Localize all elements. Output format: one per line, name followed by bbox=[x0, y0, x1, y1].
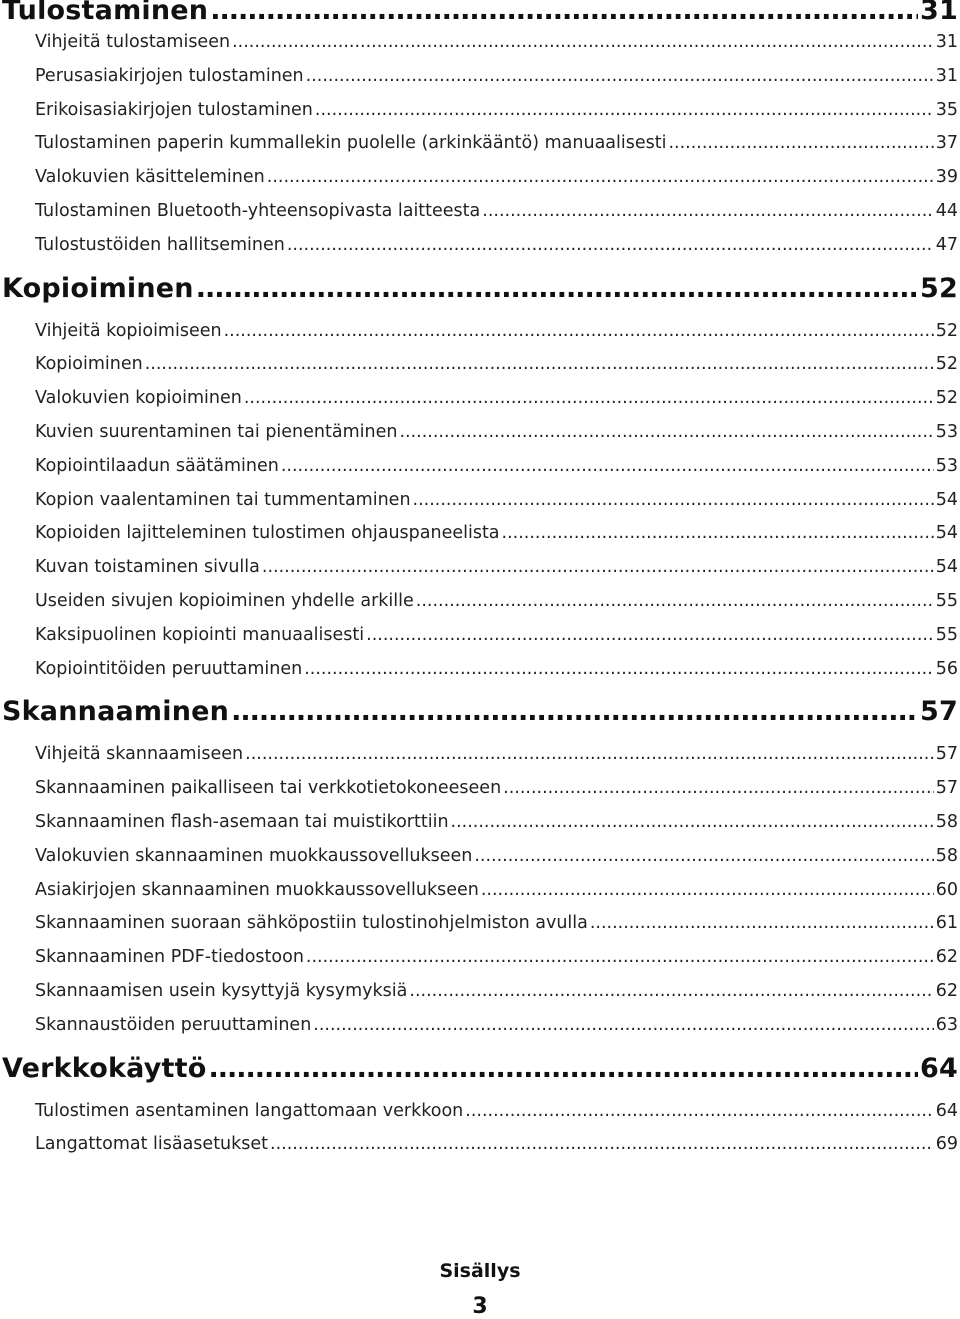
toc-entry[interactable] bbox=[0, 26, 960, 60]
toc-entry[interactable] bbox=[0, 653, 960, 687]
toc-chapter[interactable] bbox=[0, 686, 960, 738]
toc-entry-title: Tulostaminen paperin kummallekin puolelle (arkinkääntö) manuaalisesti bbox=[35, 133, 667, 154]
dot-leader bbox=[502, 517, 934, 551]
toc-entry[interactable] bbox=[0, 127, 960, 161]
toc-entry-page-number: 57 bbox=[935, 744, 958, 765]
toc-entry-title: Tulostustöiden hallitseminen bbox=[35, 234, 285, 255]
toc-entry-page-number: 56 bbox=[935, 658, 958, 679]
toc-entry-page-number: 52 bbox=[935, 354, 958, 375]
toc-entry-title: Valokuvien kopioiminen bbox=[35, 388, 242, 409]
toc-entry[interactable] bbox=[0, 1095, 960, 1129]
toc-entry-title: Kopioiminen bbox=[35, 354, 143, 375]
toc-entry-title: Valokuvien käsitteleminen bbox=[35, 167, 265, 188]
toc-entry-page-number: 54 bbox=[935, 489, 958, 510]
toc-entry-title: Skannaaminen paikalliseen tai verkkotietokoneeseen bbox=[35, 778, 502, 799]
dot-leader bbox=[409, 975, 933, 1009]
toc-entry-page-number: 47 bbox=[935, 234, 958, 255]
toc-entry-page-number: 52 bbox=[935, 388, 958, 409]
toc-chapter-title: Verkkokäyttö bbox=[2, 1052, 207, 1084]
dot-leader bbox=[281, 450, 934, 484]
toc-entry[interactable] bbox=[0, 975, 960, 1009]
dot-leader bbox=[451, 806, 934, 840]
toc-entry-page-number: 55 bbox=[935, 624, 958, 645]
toc-entry[interactable] bbox=[0, 772, 960, 806]
footer-section-label: Sisällys bbox=[439, 1260, 521, 1282]
toc-entry-page-number: 64 bbox=[935, 1100, 958, 1121]
toc-entry[interactable] bbox=[0, 941, 960, 975]
dot-leader bbox=[210, 0, 918, 26]
toc-entry[interactable] bbox=[0, 619, 960, 653]
toc-entry-title: Skannaaminen PDF-tiedostoon bbox=[35, 947, 304, 968]
toc-entry-title: Erikoisasiakirjojen tulostaminen bbox=[35, 99, 313, 120]
toc-chapter-title: Skannaaminen bbox=[2, 696, 230, 728]
toc-entry-title: Kopioiden lajitteleminen tulostimen ohjauspaneelista bbox=[35, 523, 500, 544]
toc-entry[interactable] bbox=[0, 60, 960, 94]
toc-entry[interactable] bbox=[0, 94, 960, 128]
toc-entry-page-number: 62 bbox=[935, 980, 958, 1001]
toc-entry-page-number: 69 bbox=[935, 1134, 958, 1155]
toc-entry-title: Vihjeitä tulostamiseen bbox=[35, 32, 231, 52]
dot-leader bbox=[306, 60, 934, 94]
dot-leader bbox=[262, 551, 934, 585]
toc-entry[interactable] bbox=[0, 450, 960, 484]
toc-entry[interactable] bbox=[0, 1128, 960, 1162]
dot-leader bbox=[590, 907, 934, 941]
toc-entry-title: Valokuvien skannaaminen muokkaussovellukseen bbox=[35, 845, 473, 866]
toc-entry-page-number: 60 bbox=[935, 879, 958, 900]
toc-chapter[interactable] bbox=[0, 0, 960, 26]
toc-entry-page-number: 54 bbox=[935, 523, 958, 544]
toc-chapter-page-number: 52 bbox=[920, 272, 958, 304]
dot-leader bbox=[287, 229, 934, 263]
toc-entry-page-number: 57 bbox=[935, 778, 958, 799]
toc-entry-page-number: 52 bbox=[935, 320, 958, 341]
toc-entry-title: Perusasiakirjojen tulostaminen bbox=[35, 65, 304, 86]
toc-chapter-title: Tulostaminen bbox=[2, 0, 209, 26]
dot-leader bbox=[482, 195, 933, 229]
toc-entry-page-number: 53 bbox=[935, 421, 958, 442]
toc-entry-title: Kopiointitöiden peruuttaminen bbox=[35, 658, 303, 679]
toc-entry-title: Kopiointilaadun säätäminen bbox=[35, 455, 279, 476]
dot-leader bbox=[315, 94, 934, 128]
toc-entry-title: Kuvan toistaminen sivulla bbox=[35, 557, 260, 578]
dot-leader bbox=[399, 416, 933, 450]
toc-entry-title: Skannaaminen suoraan sähköpostiin tulostinohjelmiston avulla bbox=[35, 913, 588, 934]
toc-entry-title: Tulostaminen Bluetooth-yhteensopivasta laitteesta bbox=[35, 200, 481, 221]
dot-leader bbox=[306, 941, 934, 975]
toc-entry[interactable] bbox=[0, 348, 960, 382]
toc-entry[interactable] bbox=[0, 738, 960, 772]
dot-leader bbox=[313, 1009, 933, 1043]
dot-leader bbox=[413, 484, 934, 518]
toc-entry[interactable] bbox=[0, 1009, 960, 1043]
toc-entry[interactable] bbox=[0, 806, 960, 840]
toc-entry-page-number: 54 bbox=[935, 557, 958, 578]
toc-entry[interactable] bbox=[0, 229, 960, 263]
toc-entry-title: Skannaaminen flash-asemaan tai muistikorttiin bbox=[35, 811, 449, 832]
toc-chapter[interactable] bbox=[0, 1043, 960, 1095]
dot-leader bbox=[232, 26, 934, 60]
dot-leader bbox=[416, 585, 934, 619]
toc-chapter-title: Kopioiminen bbox=[2, 272, 194, 304]
toc-entry-page-number: 53 bbox=[935, 455, 958, 476]
toc-entry[interactable] bbox=[0, 517, 960, 551]
toc-entry-page-number: 31 bbox=[935, 32, 958, 52]
toc-entry-page-number: 62 bbox=[935, 947, 958, 968]
toc-entry-title: Kaksipuolinen kopiointi manuaalisesti bbox=[35, 624, 365, 645]
dot-leader bbox=[209, 1043, 919, 1095]
toc-entry-title: Kopion vaalentaminen tai tummentaminen bbox=[35, 489, 411, 510]
dot-leader bbox=[270, 1128, 934, 1162]
toc-entry[interactable] bbox=[0, 551, 960, 585]
toc-entry-page-number: 63 bbox=[935, 1014, 958, 1035]
dot-leader bbox=[145, 348, 934, 382]
toc-entry-page-number: 31 bbox=[935, 65, 958, 86]
toc-chapter-page-number: 31 bbox=[920, 0, 958, 26]
toc-entry-title: Langattomat lisäasetukset bbox=[35, 1134, 269, 1155]
toc-entry-page-number: 58 bbox=[935, 811, 958, 832]
toc-entry[interactable] bbox=[0, 840, 960, 874]
dot-leader bbox=[267, 161, 934, 195]
dot-leader bbox=[224, 315, 934, 349]
dot-leader bbox=[196, 263, 918, 315]
toc-entry-page-number: 58 bbox=[935, 845, 958, 866]
dot-leader bbox=[465, 1095, 933, 1129]
toc-entry-title: Vihjeitä kopioimiseen bbox=[35, 320, 222, 341]
toc-entry-title: Skannaustöiden peruuttaminen bbox=[35, 1014, 312, 1035]
toc-entry[interactable] bbox=[0, 585, 960, 619]
toc-entry[interactable] bbox=[0, 874, 960, 908]
toc-entry-page-number: 37 bbox=[935, 133, 958, 154]
toc-entry-title: Vihjeitä skannaamiseen bbox=[35, 744, 244, 765]
toc-chapter-page-number: 57 bbox=[920, 696, 958, 728]
toc-entry[interactable] bbox=[0, 315, 960, 349]
toc-entry-title: Kuvien suurentaminen tai pienentäminen bbox=[35, 421, 398, 442]
toc-entry[interactable] bbox=[0, 416, 960, 450]
toc-entry[interactable] bbox=[0, 382, 960, 416]
dot-leader bbox=[668, 127, 933, 161]
dot-leader bbox=[366, 619, 934, 653]
dot-leader bbox=[304, 653, 934, 687]
toc-entry[interactable] bbox=[0, 195, 960, 229]
toc-entry-title: Tulostimen asentaminen langattomaan verkkoon bbox=[35, 1100, 464, 1121]
dot-leader bbox=[244, 382, 934, 416]
toc-entry[interactable] bbox=[0, 161, 960, 195]
footer-page-number: 3 bbox=[472, 1294, 488, 1319]
toc-chapter[interactable] bbox=[0, 263, 960, 315]
toc-entry-title: Skannaamisen usein kysyttyjä kysymyksiä bbox=[35, 980, 408, 1001]
toc-entry-page-number: 55 bbox=[935, 590, 958, 611]
dot-leader bbox=[474, 840, 933, 874]
toc-chapter-page-number: 64 bbox=[920, 1052, 958, 1084]
toc-entry-page-number: 39 bbox=[935, 167, 958, 188]
toc-entry-title: Asiakirjojen skannaaminen muokkaussovellukseen bbox=[35, 879, 479, 900]
dot-leader bbox=[245, 738, 934, 772]
toc-entry-page-number: 61 bbox=[935, 913, 958, 934]
dot-leader bbox=[481, 874, 934, 908]
toc-entry-title: Useiden sivujen kopioiminen yhdelle arkille bbox=[35, 590, 414, 611]
toc-entry-page-number: 35 bbox=[935, 99, 958, 120]
toc-entry[interactable] bbox=[0, 907, 960, 941]
dot-leader bbox=[231, 686, 918, 738]
toc-entry-page-number: 44 bbox=[935, 200, 958, 221]
dot-leader bbox=[503, 772, 934, 806]
toc-entry[interactable] bbox=[0, 484, 960, 518]
